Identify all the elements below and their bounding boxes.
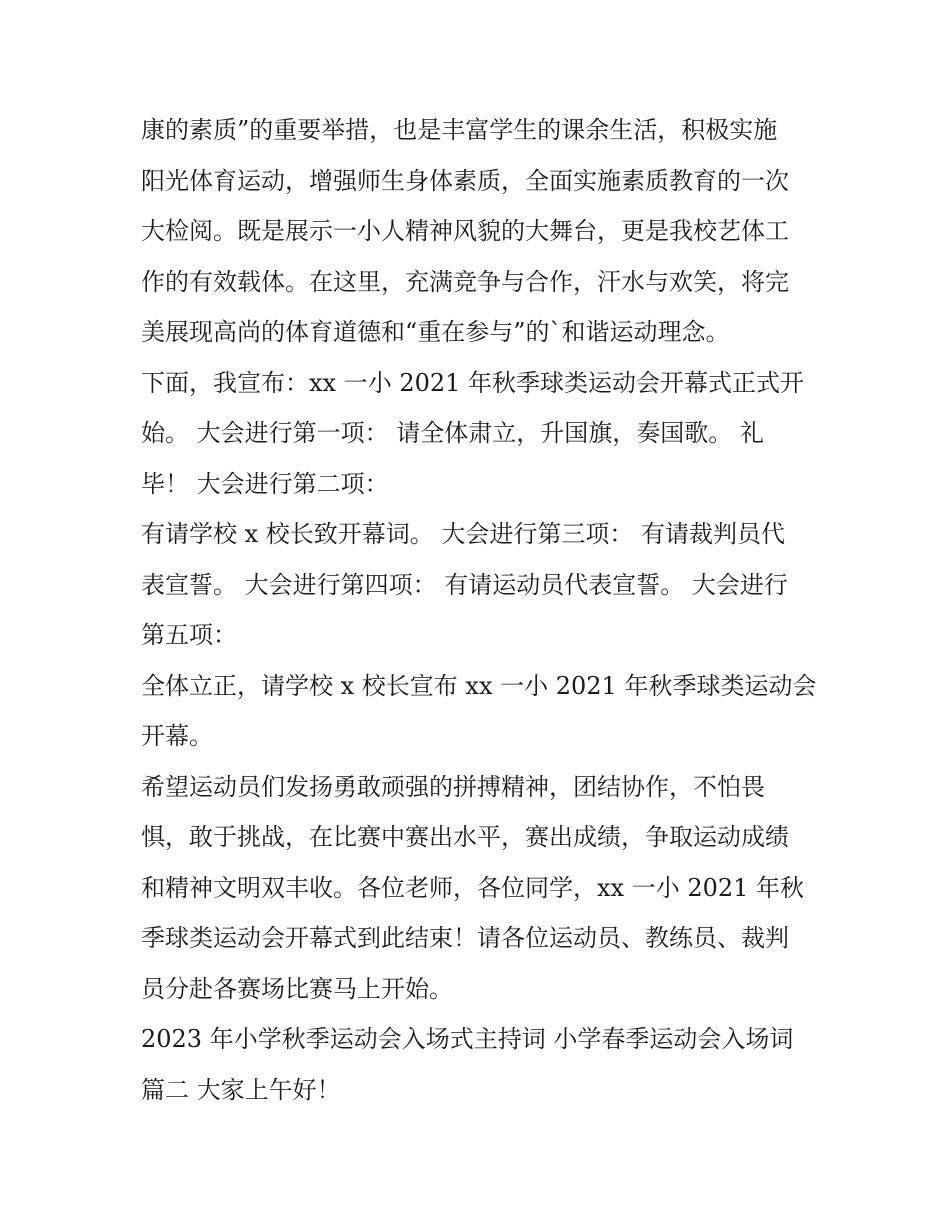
paragraph-5 xyxy=(141,762,821,1015)
text-line: 康的素质”的重要举措，也是丰富学生的课余生活，积极实施 xyxy=(141,116,778,144)
text-line: 篇二 大家上午好！ xyxy=(141,1075,341,1104)
text-line: 大检阅。既是展示一小人精神风貌的大舞台，更是我校艺体工 xyxy=(141,217,789,245)
text-line: 希望运动员们发扬勇敢顽强的拼搏精神，团结协作，不怕畏 xyxy=(141,772,765,801)
text-line: 惧，敢于挑战，在比赛中赛出水平，赛出成绩，争取运动成绩 xyxy=(141,823,789,851)
paragraph-4 xyxy=(141,661,821,762)
text-line: 第五项： xyxy=(141,621,237,649)
paragraph-1 xyxy=(141,105,821,358)
text-line: 季球类运动会开幕式到此结束！请各位运动员、教练员、裁判 xyxy=(141,924,789,952)
text-line: 表宣誓。 大会进行第四项： 有请运动员代表宣誓。 大会进行 xyxy=(141,570,788,599)
text-line: 员分赴各赛场比赛马上开始。 xyxy=(141,974,453,1003)
paragraph-6 xyxy=(141,1014,821,1115)
paragraph-3 xyxy=(141,509,821,661)
text-line: 和精神文明双丰收。各位老师，各位同学，xx 一小 2021 年秋 xyxy=(141,873,805,902)
text-line: 有请学校 x 校长致开幕词。 大会进行第三项： 有请裁判员代 xyxy=(141,520,786,548)
text-line: 美展现高尚的体育道德和“重在参与”的`和谐运动理念。 xyxy=(141,318,730,346)
text-line: 始。 大会进行第一项： 请全体肃立，升国旗，奏国歌。 礼 xyxy=(141,419,764,447)
text-line: 下面，我宣布：xx 一小 2021 年秋季球类运动会开幕式正式开 xyxy=(141,368,805,397)
text-line: 2023 年小学秋季运动会入场式主持词 小学春季运动会入场词 xyxy=(141,1025,794,1053)
text-line: 开幕。 xyxy=(141,722,213,750)
text-line: 作的有效载体。在这里，充满竞争与合作，汗水与欢笑，将完 xyxy=(141,267,789,296)
text-line: 阳光体育运动，增强师生身体素质，全面实施素质教育的一次 xyxy=(141,166,789,195)
paragraph-2 xyxy=(141,358,821,510)
text-line: 全体立正，请学校 x 校长宣布 xx 一小 2021 年秋季球类运动会 xyxy=(141,671,817,700)
text-line: 毕！ 大会进行第二项： xyxy=(141,469,389,498)
document-body xyxy=(141,105,821,1115)
